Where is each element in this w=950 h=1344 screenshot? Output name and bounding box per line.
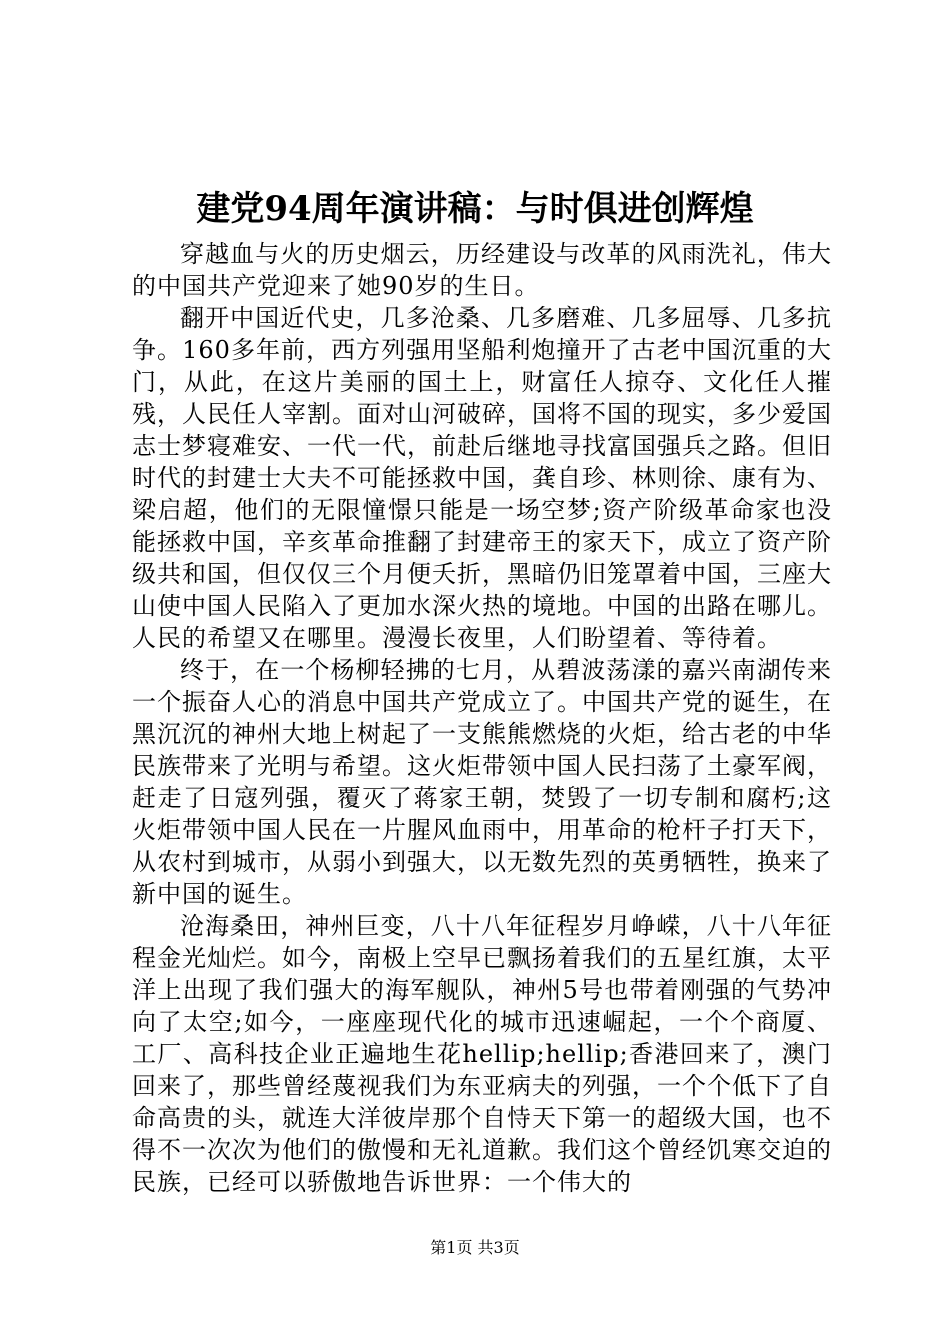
page-number-footer: 第1页 共3页 [430,1238,520,1257]
paragraph-4: 沧海桑田，神州巨变，八十八年征程岁月峥嵘，八十八年征程金光灿烂。如今，南极上空早已飘扬着我们的五星红旗，太平洋上出现了我们强大的海军舰队，神州5号也带着刚强的气势冲向了太空;如今，一座座现代化的城市迅速崛起，一个个商厦、工厂、高科技企业正遍地生花hellip;hellip;香港回来了，澳门回来了，那些曾经蔑视我们为东亚病夫的列强，一个个低下了自命高贵的头，就连大洋彼岸那个自恃天下第一的超级大国，也不得不一次次为他们的傲慢和无礼道歉。我们这个曾经饥寒交迫的民族，已经可以骄傲地告诉世界：一个伟大的 [132,912,832,1196]
document-title: 建党94周年演讲稿：与时俱进创辉煌 [196,189,754,229]
paragraph-2: 翻开中国近代史，几多沧桑、几多磨难、几多屈辱、几多抗争。160多年前，西方列强用坚船利炮撞开了古老中国沉重的大门，从此，在这片美丽的国土上，财富任人掠夺、文化任人摧残，人民任人宰割。面对山河破碎，国将不国的现实，多少爱国志士梦寝难安、一代一代，前赴后继地寻找富国强兵之路。但旧时代的封建士大夫不可能拯救中国，龚自珍、林则徐、康有为、梁启超，他们的无限憧憬只能是一场空梦;资产阶级革命家也没能拯救中国，辛亥革命推翻了封建帝王的家天下，成立了资产阶级共和国，但仅仅三个月便夭折，黑暗仍旧笼罩着中国，三座大山使中国人民陷入了更加水深火热的境地。中国的出路在哪儿。人民的希望又在哪里。漫漫长夜里，人们盼望着、等待着。 [132,304,832,652]
document-body [132,238,832,1198]
paragraph-3: 终于，在一个杨柳轻拂的七月，从碧波荡漾的嘉兴南湖传来一个振奋人心的消息中国共产党成立了。中国共产党的诞生，在黑沉沉的神州大地上树起了一支熊熊燃烧的火炬，给古老的中华民族带来了光明与希望。这火炬带领中国人民扫荡了土豪军阀，赶走了日寇列强，覆灭了蒋家王朝，焚毁了一切专制和腐朽;这火炬带领中国人民在一片腥风血雨中，用革命的枪杆子打天下，从农村到城市，从弱小到强大，以无数先烈的英勇牺牲，换来了新中国的诞生。 [132,656,832,908]
paragraph-1: 穿越血与火的历史烟云，历经建设与改革的风雨洗礼，伟大的中国共产党迎来了她90岁的生日。 [132,240,832,300]
